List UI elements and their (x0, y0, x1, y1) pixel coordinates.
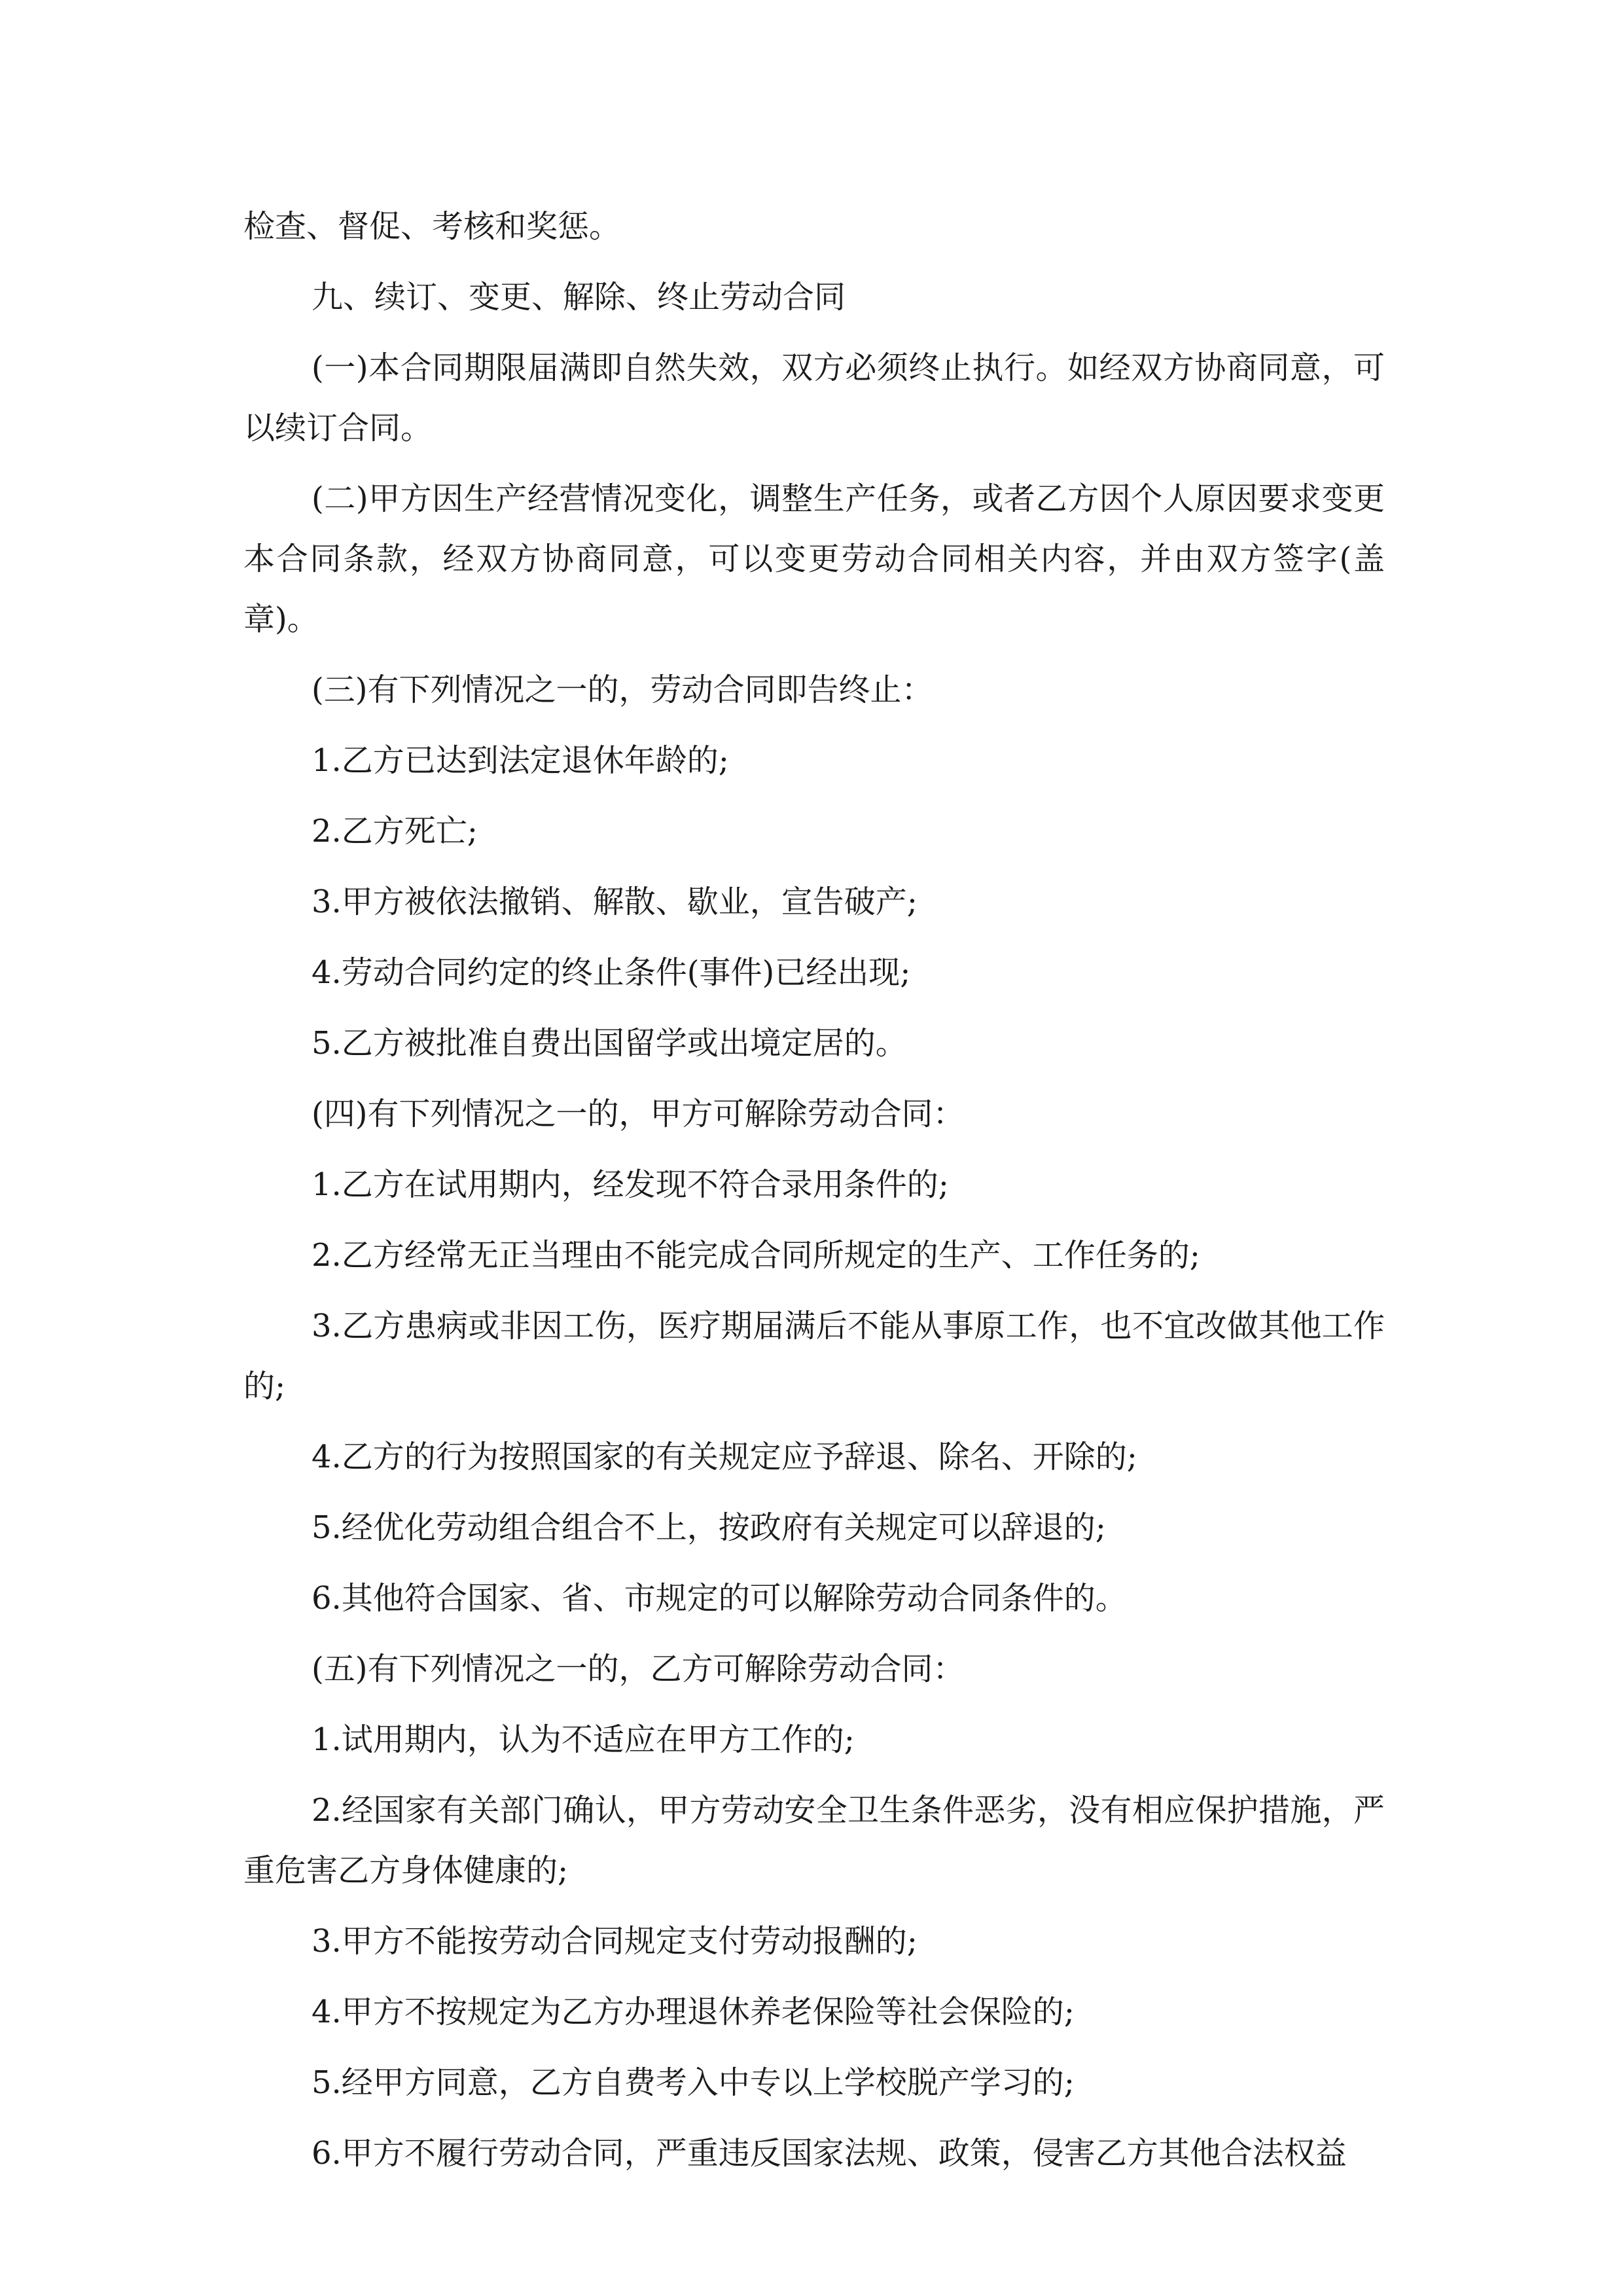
paragraph: (五)有下列情况之一的，乙方可解除劳动合同： (312, 1651, 965, 1687)
paragraph: (二)甲方因生产经营情况变化，调整生产任务，或者乙方因个人原因要求变更本合同条款，经双方协商同意，可以变更劳动合同相关内容，并由双方签字(盖章)。 (243, 480, 1385, 637)
paragraph: (四)有下列情况之一的，甲方可解除劳动合同： (312, 1096, 965, 1132)
list-item: 4.乙方的行为按照国家的有关规定应予辞退、除名、开除的; (312, 1439, 1137, 1475)
list-item: 3.乙方患病或非因工伤，医疗期届满后不能从事原工作，也不宜改做其他工作的; (243, 1308, 1385, 1405)
list-item: 4.甲方不按规定为乙方办理退休养老保险等社会保险的; (312, 1994, 1075, 2030)
list-item: 3.甲方被依法撤销、解散、歇业，宣告破产; (312, 884, 918, 920)
list-item: 6.甲方不履行劳动合同，严重违反国家法规、政策，侵害乙方其他合法权益 (312, 2135, 1347, 2172)
list-item: 3.甲方不能按劳动合同规定支付劳动报酬的; (312, 1923, 918, 1960)
section-heading: 九、续订、变更、解除、终止劳动合同 (312, 279, 846, 315)
list-item: 4.劳动合同约定的终止条件(事件)已经出现; (312, 954, 911, 991)
list-item: 2.经国家有关部门确认，甲方劳动安全卫生条件恶劣，没有相应保护措施，严重危害乙方身体健康的; (243, 1792, 1385, 1889)
list-item: 2.乙方死亡; (312, 813, 478, 850)
paragraph: 检查、督促、考核和奖惩。 (243, 208, 621, 245)
list-item: 1.乙方已达到法定退休年龄的; (312, 742, 729, 779)
paragraph: (一)本合同期限届满即自然失效，双方必须终止执行。如经双方协商同意，可以续订合同。 (243, 350, 1385, 446)
paragraph: (三)有下列情况之一的，劳动合同即告终止： (312, 672, 933, 708)
list-item: 6.其他符合国家、省、市规定的可以解除劳动合同条件的。 (312, 1580, 1127, 1617)
list-item: 1.乙方在试用期内，经发现不符合录用条件的; (312, 1166, 949, 1203)
document-body (243, 196, 1385, 2194)
list-item: 5.经优化劳动组合组合不上，按政府有关规定可以辞退的; (312, 1509, 1106, 1546)
list-item: 2.乙方经常无正当理由不能完成合同所规定的生产、工作任务的; (312, 1237, 1200, 1274)
list-item: 5.乙方被批准自费出国留学或出境定居的。 (312, 1025, 907, 1062)
list-item: 1.试用期内，认为不适应在甲方工作的; (312, 1721, 855, 1758)
list-item: 5.经甲方同意，乙方自费考入中专以上学校脱产学习的; (312, 2064, 1075, 2101)
